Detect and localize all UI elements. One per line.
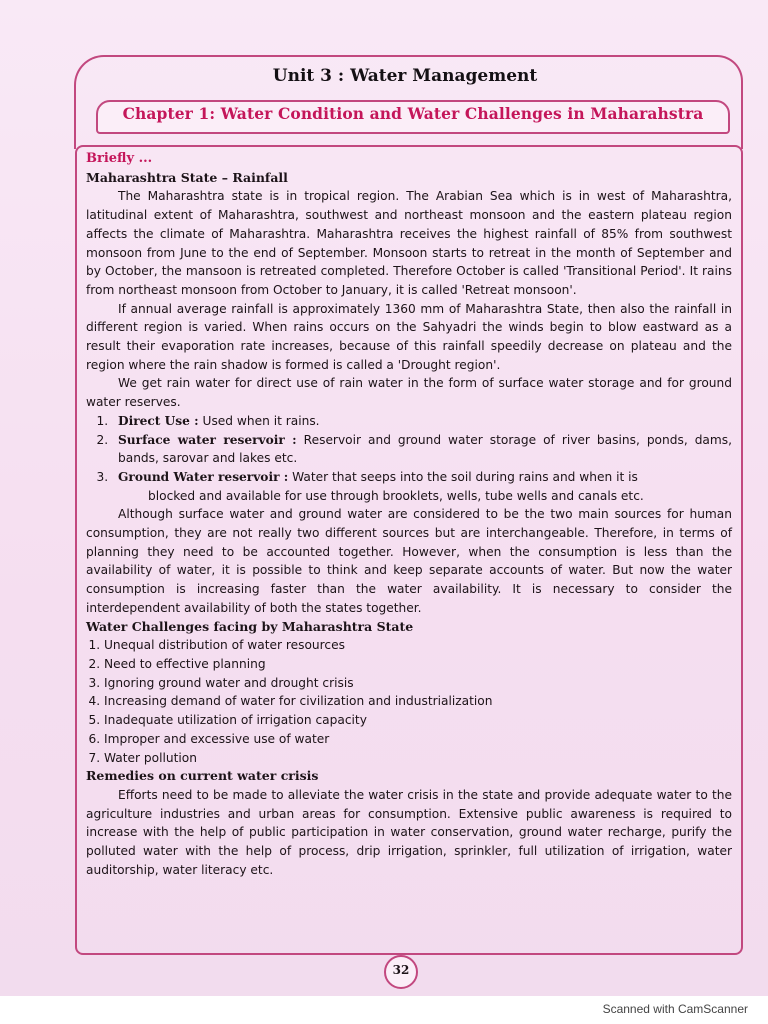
paragraph-rain-water-use: We get rain water for direct use of rain water in the form of surface water storage and for ground water reserves. xyxy=(86,376,732,410)
page-number-badge xyxy=(384,955,418,989)
paragraph-remedies: Efforts need to be made to alleviate the water crisis in the state and provide adequate water to the agriculture industries and urban areas for consumption. Extensive public awareness is required to increase with the help of public participation in water conservation, ground water recharge, purify the polluted water with the help of process, drip irrigation, sprinkler, full utilization of irrigation, water auditorship, water literacy etc. xyxy=(86,787,732,877)
unit-title: Unit 3 : Water Management xyxy=(272,66,538,86)
paragraph-rainfall: The Maharashtra state is in tropical region. The Arabian Sea which is in west of Maharashtra, latitudinal extent of Maharashtra, southwest and northeast monsoon and the eastern plateau region affects the climate of Maharashtra. Maharashtra receives the highest rainfall of 85% from southwest monsoon from June to the end of September. Monsoon starts to retreat in the month of September and by October, the mansoon is retreated completed. Therefore October is called 'Transitional Period'. It rains from northeast monsoon from October to January, it is called 'Retreat monsoon'. xyxy=(86,189,732,297)
challenges-list xyxy=(86,636,732,767)
list-item: 6. Improper and excessive use of water xyxy=(104,730,732,749)
term-direct-use: Direct Use : xyxy=(118,413,199,428)
term-description-continued: blocked and available for use through brooklets, wells, tube wells and canals etc. xyxy=(148,488,644,503)
list-item: 3. Ignoring ground water and drought crisis xyxy=(104,674,732,693)
page-number: 32 xyxy=(392,963,410,977)
list-item xyxy=(112,468,732,505)
list-item xyxy=(112,412,732,431)
challenges-heading: Water Challenges facing by Maharashtra State xyxy=(86,618,414,634)
water-sources-list xyxy=(86,412,732,506)
term-description: Reservoir and ground water storage of river basins, ponds, dams, bands, sarovar and lakes etc. xyxy=(118,432,732,466)
scanner-watermark: Scanned with CamScanner xyxy=(597,1000,754,1018)
briefly-label: Briefly ... xyxy=(86,151,153,166)
rainfall-heading: Maharashtra State – Rainfall xyxy=(86,169,288,185)
term-ground-water: Ground Water reservoir : xyxy=(118,469,289,484)
list-item: 4. Increasing demand of water for civilization and industrialization xyxy=(104,692,732,711)
list-item xyxy=(112,431,732,468)
term-description: Water that seeps into the soil during rains and when it is xyxy=(288,469,638,484)
paragraph-consumption: Although surface water and ground water are considered to be the two main sources for human consumption, they are not really two different sources but are interchangeable. Therefore, in terms of planning they need to be accounted together. However, when the consumption is less than the availability of water, it is possible to think and keep separate accounts of water. But now the water consumption is increasing faster than the water availability. It is necessary to consider the interdependent availability of both the states together. xyxy=(86,507,732,615)
list-item: 2. Need to effective planning xyxy=(104,655,732,674)
chapter-title: Chapter 1: Water Condition and Water Challenges in Maharahstra xyxy=(122,104,704,123)
paragraph-regional-rainfall: If annual average rainfall is approximately 1360 mm of Maharashtra State, then also the rainfall in different region is varied. When rains occurs on the Sahyadri the winds begin to blow eastward as a result their evaporation rate increases, because of this rainfall speedily decrease on plateau and the region where the rain shadow is formed is called a 'Drought region'. xyxy=(86,301,732,372)
list-item: 1. Unequal distribution of water resources xyxy=(104,636,732,655)
list-item: 5. Inadequate utilization of irrigation capacity xyxy=(104,711,732,730)
term-description: Used when it rains. xyxy=(198,413,320,428)
content-body xyxy=(86,150,732,879)
term-surface-water: Surface water reservoir : xyxy=(118,432,297,447)
remedies-heading: Remedies on current water crisis xyxy=(86,768,319,784)
list-item: 7. Water pollution xyxy=(104,749,732,768)
